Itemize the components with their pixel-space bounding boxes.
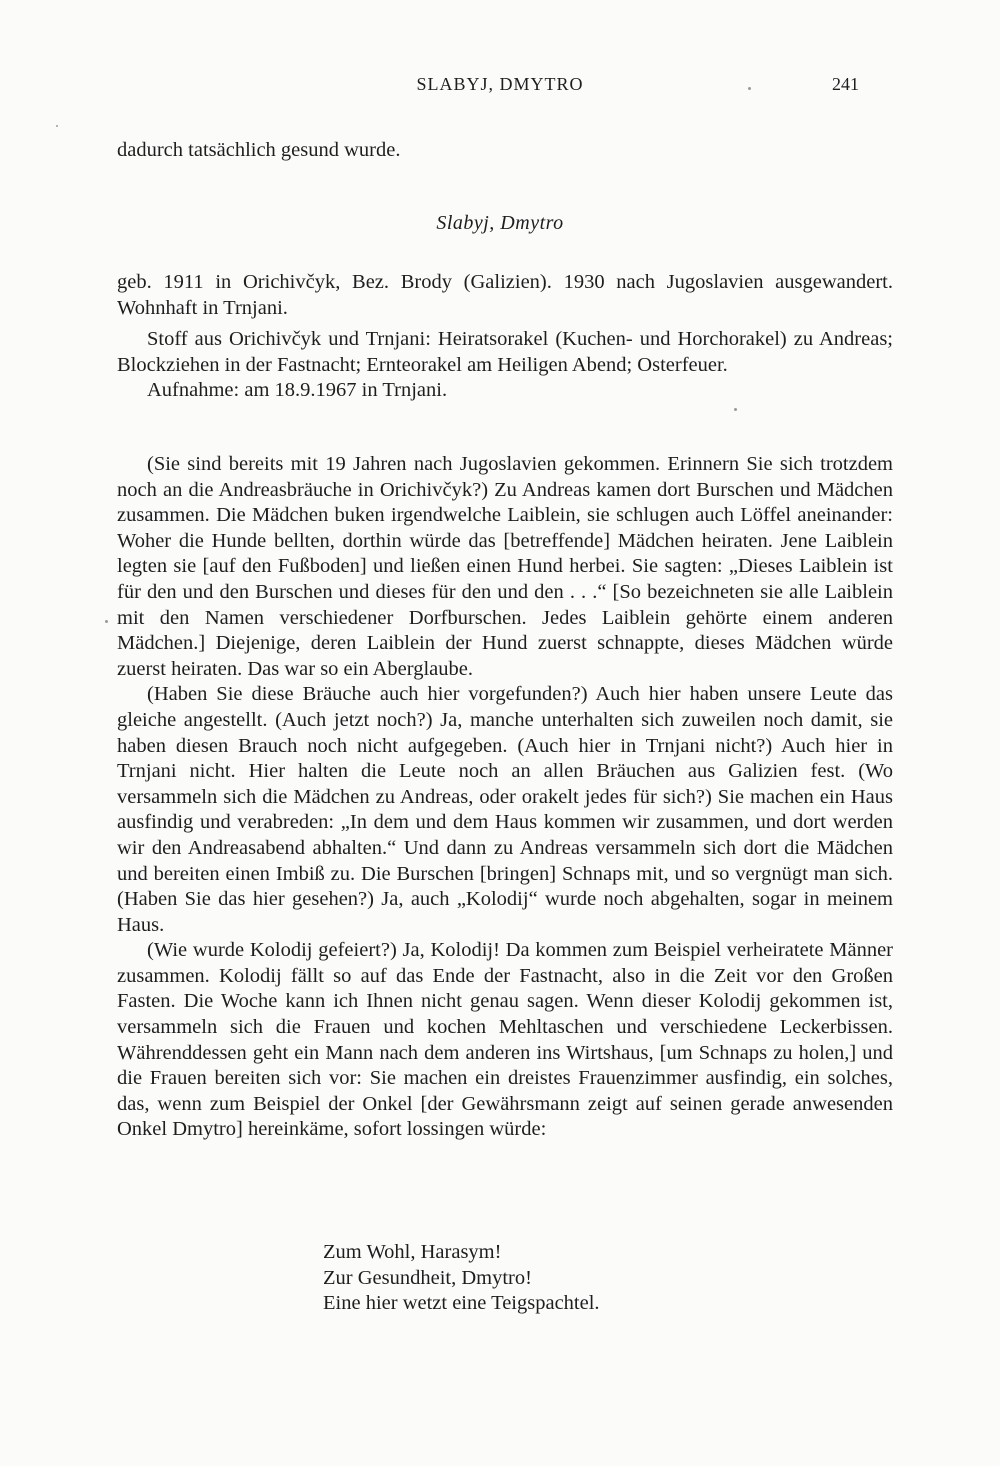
section-title: Slabyj, Dmytro bbox=[436, 212, 564, 234]
verse-line: Eine hier wetzt eine Teigspachtel. bbox=[323, 1292, 600, 1315]
running-head bbox=[0, 74, 1000, 98]
biography-block bbox=[117, 270, 893, 404]
bio-recording-paragraph: Aufnahme: am 18.9.1967 in Trnjani. bbox=[147, 379, 448, 402]
paper-speck bbox=[734, 408, 737, 411]
paper-speck bbox=[105, 620, 108, 623]
interview-text bbox=[117, 452, 893, 1143]
bio-material-paragraph: Stoff aus Orichivčyk und Trnjani: Heiratsorakel (Kuchen- und Horchorakel) zu Andreas; Blockziehen in der Fastnacht; Ernteorakel am Heiligen Abend; Osterfeuer. bbox=[117, 328, 893, 376]
verse-block bbox=[323, 1240, 600, 1317]
continuation-paragraph bbox=[117, 138, 893, 164]
paper-speck bbox=[56, 125, 58, 127]
page-number: 241 bbox=[832, 74, 859, 94]
interview-paragraph: (Haben Sie diese Bräuche auch hier vorgefunden?) Auch hier haben unsere Leute das gleiche angestellt. (Auch jetzt noch?) Ja, manche unterhalten sich zuweilen noch damit, sie haben diesen Brauch noch nicht aufgegeben. (Auch hier in Trnjani nicht?) Auch hier in Trnjani nicht. Hier halten die Leute noch an allen Bräuchen aus Galizien fest. (Wo versammeln sich die Mädchen zu Andreas, oder orakelt jedes für sich?) Sie machen ein Haus ausfindig und verabreden: „In dem und dem Haus kommen wir zusammen, und dort werden wir den Andreasabend abhalten.“ Und dann zu Andreas versammeln sich dort die Mädchen und bereiten einen Imbiß zu. Die Burschen [bringen] Schnaps mit, und so vergnügt man sich. (Haben Sie das hier gesehen?) Ja, auch „Kolodij“ wurde noch abgehalten, sogar in meinem Haus. bbox=[117, 683, 893, 936]
paper-speck bbox=[748, 87, 751, 90]
verse-line: Zur Gesundheit, Dmytro! bbox=[323, 1266, 532, 1289]
interview-paragraph: (Wie wurde Kolodij gefeiert?) Ja, Kolodij! Da kommen zum Beispiel verheiratete Männer zusammen. Kolodij fällt so auf das Ende der Fastnacht, also in die Zeit vor den Großen Fasten. Die Woche kann ich Ihnen nicht genau sagen. Wenn dieser Kolodij gekommen ist, versammeln sich die Frauen und kochen Mehltaschen und verschiedene Leckerbissen. Währenddessen geht ein Mann nach dem anderen ins Wirtshaus, [um Schnaps zu holen,] und die Frauen bereiten sich vor: Sie machen ein dreistes Frauenzimmer ausfindig, ein solches, das, wenn zum Beispiel der Onkel [der Gewährsmann zeigt auf seinen gerade anwesenden Onkel Dmytro] hereinkäme, sofort lossingen würde: bbox=[117, 939, 893, 1141]
interview-paragraph: (Sie sind bereits mit 19 Jahren nach Jugoslavien gekommen. Erinnern Sie sich trotzdem noch an die Andreasbräuche in Orichivčyk?) Zu Andreas kamen dort Burschen und Mädchen zusammen. Die Mädchen buken irgendwelche Laiblein, sie schlugen auch Löffel aneinander: Woher die Hunde bellten, dorthin würde das [betreffende] Mädchen heiraten. Jene Laiblein legten sie [auf den Fußboden] und ließen einen Hund herbei. Sie sagten: „Dieses Laiblein ist für den und den Burschen und dieses für den und den . . .“ [So bezeichneten sie alle Laiblein mit den Namen verschiedener Dorfburschen. Jedes Laiblein gehörte einem anderen Mädchen.] Diejenige, deren Laiblein der Hund zuerst schnappte, dieses Mädchen würde zuerst heiraten. Das war so ein Aberglaube. bbox=[117, 453, 893, 680]
bio-birth-paragraph: geb. 1911 in Orichivčyk, Bez. Brody (Galizien). 1930 nach Jugoslavien ausgewandert. Wohnhaft in Trnjani. bbox=[117, 271, 893, 319]
continuation-text: dadurch tatsächlich gesund wurde. bbox=[117, 139, 401, 161]
verse-line: Zum Wohl, Harasym! bbox=[323, 1241, 502, 1263]
running-title: SLABYJ, DMYTRO bbox=[416, 74, 584, 94]
